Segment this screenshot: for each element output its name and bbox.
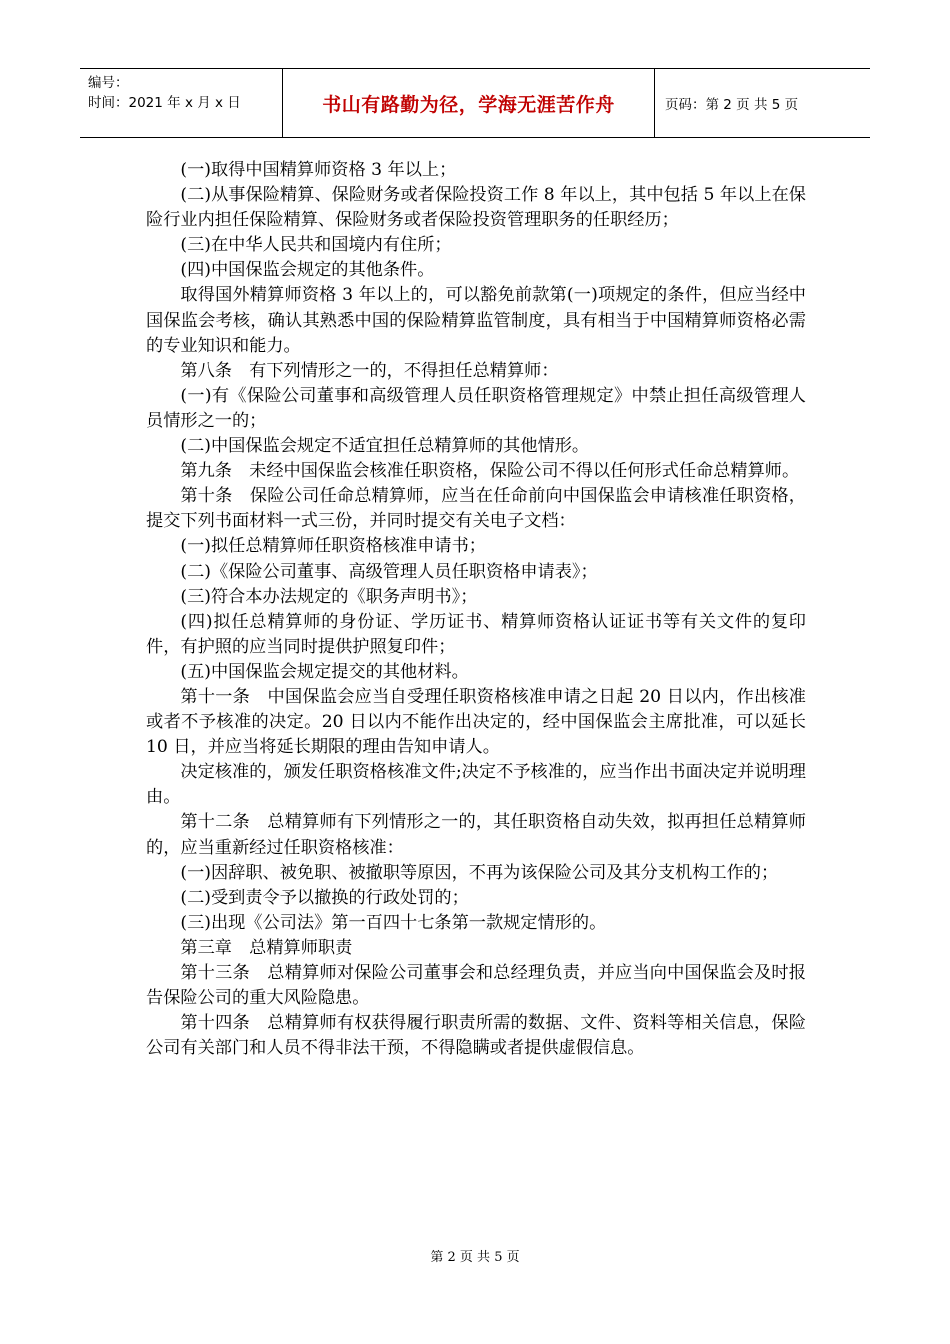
paragraph: (二)《保险公司董事、高级管理人员任职资格申请表》； — [180, 561, 598, 582]
header-page-number: 页码：第 2 页 共 5 页 — [665, 97, 799, 113]
paragraph: (一)有《保险公司董事和高级管理人员任职资格管理规定》中禁止担任高级管理人员情形之一的； — [146, 385, 806, 431]
paragraph: (四)中国保监会规定的其他条件。 — [180, 260, 435, 281]
paragraph: (二)从事保险精算、保险财务或者保险投资工作 8 年以上，其中包括 5 年以上在保险行业内担任保险精算、保险财务或者保险投资管理职务的任职经历； — [146, 185, 806, 231]
header-info — [80, 69, 283, 137]
article-heading: 第八条 有下列情形之一的，不得担任总精算师： — [180, 360, 559, 381]
paragraph: (三)出现《公司法》第一百四十七条第一款规定情形的。 — [180, 912, 607, 933]
page-header — [80, 68, 870, 138]
paragraph: (二)受到责令予以撤换的行政处罚的； — [180, 887, 469, 908]
paragraph: 决定核准的，颁发任职资格核准文件;决定不予核准的，应当作出书面决定并说明理由。 — [146, 762, 806, 808]
document-number-label: 编号： — [88, 75, 129, 91]
paragraph: (三)在中华人民共和国境内有住所； — [180, 235, 452, 256]
chapter-heading: 第三章 总精算师职责 — [180, 937, 353, 958]
article-heading: 第十三条 总精算师对保险公司董事会和总经理负责，并应当向中国保监会及时报告保险公司的重大风险隐患。 — [146, 963, 806, 1009]
article-heading: 第十四条 总精算师有权获得履行职责所需的数据、文件、资料等相关信息，保险公司有关部门和人员不得非法干预，不得隐瞒或者提供虚假信息。 — [146, 1013, 806, 1059]
paragraph: (五)中国保监会规定提交的其他材料。 — [180, 661, 469, 682]
paragraph: (三)符合本办法规定的《职务声明书》； — [180, 586, 478, 607]
paragraph: (一)拟任总精算师任职资格核准申请书； — [180, 536, 486, 557]
paragraph: (四)拟任总精算师的身份证、学历证书、精算师资格认证证书等有关文件的复印件，有护照的应当同时提供护照复印件； — [146, 611, 806, 657]
document-body — [146, 158, 806, 1061]
article-heading: 第十条 保险公司任命总精算师，应当在任命前向中国保监会申请核准任职资格，提交下列书面材料一式三份，并同时提交有关电子文档： — [146, 486, 806, 532]
page-footer: 第 2 页 共 5 页 — [430, 1250, 520, 1265]
paragraph: (一)取得中国精算师资格 3 年以上； — [180, 160, 457, 180]
article-heading: 第十二条 总精算师有下列情形之一的，其任职资格自动失效，拟再担任总精算师的，应当重新经过任职资格核准： — [146, 812, 806, 858]
article-heading: 第九条 未经中国保监会核准任职资格，保险公司不得以任何形式任命总精算师。 — [180, 461, 800, 482]
paragraph: 取得国外精算师资格 3 年以上的，可以豁免前款第(一)项规定的条件，但应当经中国保监会考核，确认其熟悉中国的保险精算监管制度，具有相当于中国精算师资格必需的专业知识和能力。 — [146, 285, 806, 356]
paragraph: (二)中国保监会规定不适宜担任总精算师的其他情形。 — [180, 436, 590, 457]
article-heading: 第十一条 中国保监会应当自受理任职资格核准申请之日起 20 日以内，作出核准或者不予核准的决定。20 日以内不能作出决定的，经中国保监会主席批准，可以延长 10 日，并应当将延长期限的理由告知申请人。 — [146, 686, 806, 758]
header-motto: 书山有路勤为径，学海无涯苦作舟 — [283, 69, 655, 137]
paragraph: (一)因辞职、被免职、被撤职等原因，不再为该保险公司及其分支机构工作的； — [180, 862, 779, 883]
date-label: 时间：2021 年 x 月 x 日 — [88, 95, 241, 111]
